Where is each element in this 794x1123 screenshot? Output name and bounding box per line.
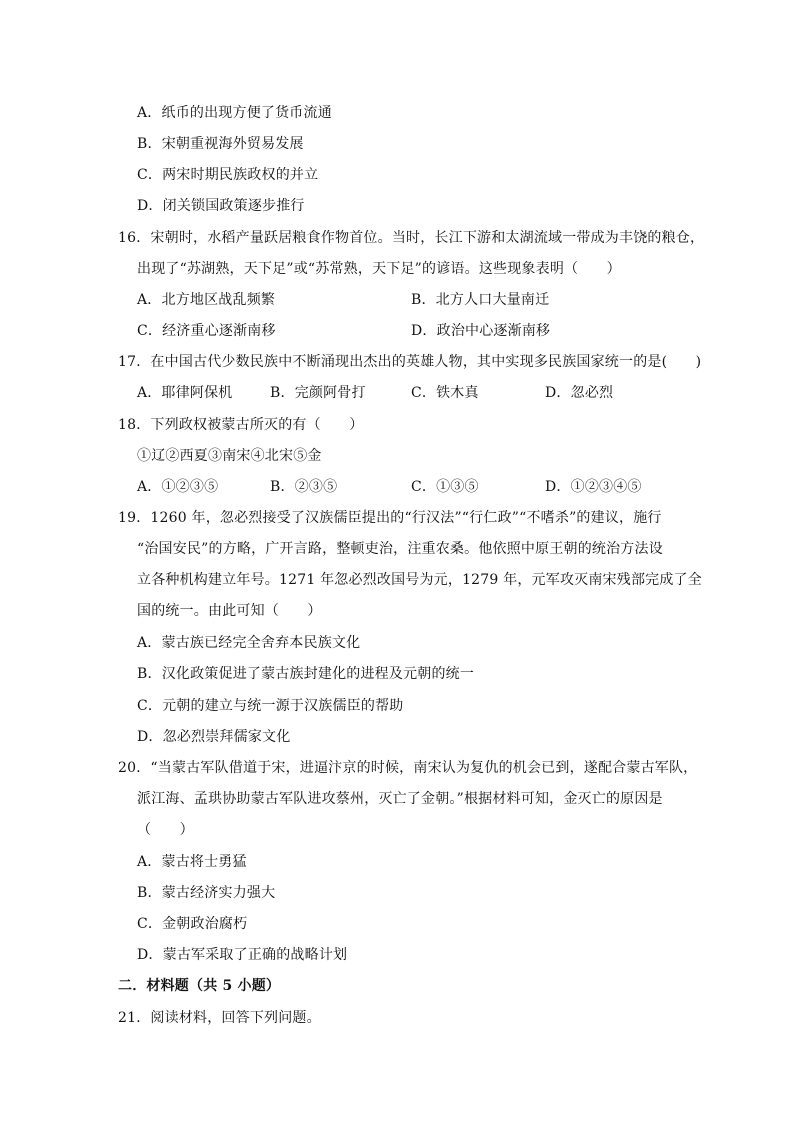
q16-option-a: A．北方地区战乱频繁 <box>137 292 276 308</box>
q19-stem-line-1: 19．1260 年，忽必烈接受了汉族儒臣提出的“行汉法”“行仁政”“不嗜杀”的建议，施行 <box>118 510 662 526</box>
q16-option-b: B．北方人口大量南迁 <box>411 292 550 308</box>
q21-stem: 21．阅读材料，回答下列问题。 <box>118 1010 321 1026</box>
q18-stem: 18．下列政权被蒙古所灭的有（ ） <box>118 417 364 433</box>
q17-option-d: D．忽必烈 <box>545 385 614 401</box>
q15-option-d: D．闭关锁国政策逐步推行 <box>137 198 305 214</box>
q19-option-c: C．元朝的建立与统一源于汉族儒臣的帮助 <box>137 698 404 714</box>
q17-stem: 17．在中国古代少数民族中不断涌现出杰出的英雄人物，其中实现多民族国家统一的是( ) <box>118 354 702 370</box>
q18-option-c: C．①③⑤ <box>411 479 479 495</box>
q17-option-a: A．耶律阿保机 <box>137 385 233 401</box>
q19-option-d: D．忽必烈崇拜儒家文化 <box>137 729 291 745</box>
q19-stem-line-3: 立各种机构建立年号。1271 年忽必烈改国号为元，1279 年，元军攻灭南宋残部完成了全 <box>137 572 702 588</box>
q20-stem-line-2: 派江海、孟珙协助蒙古军队进攻蔡州，灭亡了金朝。”根据材料可知，金灭亡的原因是 <box>137 791 663 807</box>
q18-option-b: B．②③⑤ <box>270 479 338 495</box>
q19-option-b: B．汉化政策促进了蒙古族封建化的进程及元朝的统一 <box>137 666 475 682</box>
q16-stem-line-2: 出现了“苏湖熟，天下足”或“苏常熟，天下足”的谚语。这些现象表明（ ） <box>137 261 621 277</box>
q20-stem-line-3: （ ） <box>137 822 194 838</box>
q17-option-c: C．铁木真 <box>411 385 479 401</box>
q20-option-b: B．蒙古经济实力强大 <box>137 885 276 901</box>
section-2-title: 二．材料题（共 5 小题） <box>118 978 281 994</box>
q18-list: ①辽②西夏③南宋④北宋⑤金 <box>137 448 322 464</box>
q20-option-d: D．蒙古军采取了正确的战略计划 <box>137 947 348 963</box>
q19-stem-line-4: 国的统一。由此可知（ ） <box>137 603 322 619</box>
q18-option-d: D．①②③④⑤ <box>545 479 642 495</box>
q17-option-b: B．完颜阿骨打 <box>270 385 366 401</box>
q18-option-a: A．①②③⑤ <box>137 479 219 495</box>
q19-option-a: A．蒙古族已经完全舍弃本民族文化 <box>137 635 361 651</box>
q15-option-c: C．两宋时期民族政权的并立 <box>137 167 319 183</box>
q20-option-a: A．蒙古将士勇猛 <box>137 854 247 870</box>
q20-option-c: C．金朝政治腐朽 <box>137 916 248 932</box>
q16-option-d: D．政治中心逐渐南移 <box>411 323 551 339</box>
q16-stem-line-1: 16．宋朝时，水稻产量跃居粮食作物首位。当时，长江下游和太湖流域一带成为丰饶的粮仓， <box>118 230 705 246</box>
q15-option-a: A．纸币的出现方便了货币流通 <box>137 105 332 121</box>
q19-stem-line-2: “治国安民”的方略，广开言路，整顿吏治，注重农桑。他依照中原王朝的统治方法设 <box>137 541 663 557</box>
q15-option-b: B．宋朝重视海外贸易发展 <box>137 136 304 152</box>
q20-stem-line-1: 20．“当蒙古军队借道于宋，进逼汴京的时候，南宋认为复仇的机会已到，遂配合蒙古军队， <box>118 760 698 776</box>
q16-option-c: C．经济重心逐渐南移 <box>137 323 276 339</box>
